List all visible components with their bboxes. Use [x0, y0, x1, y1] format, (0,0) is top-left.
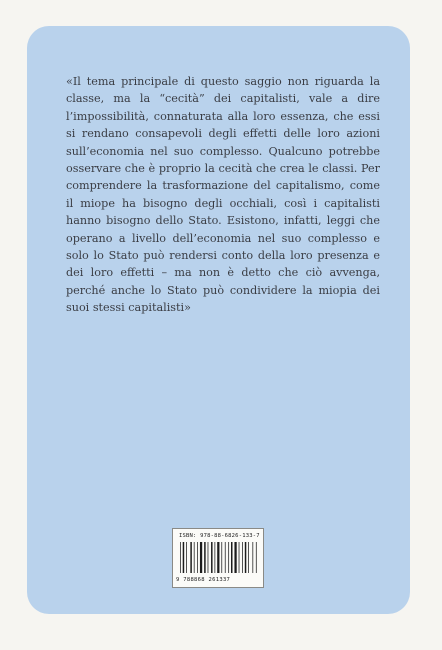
barcode-bar: [215, 542, 216, 573]
barcode-bar: [228, 542, 229, 573]
barcode-bar: [242, 542, 243, 573]
barcode-bar: [217, 542, 219, 573]
barcode-bar: [183, 542, 185, 573]
barcode-bar: [194, 542, 195, 573]
barcode-bar: [180, 542, 181, 573]
barcode-bar: [225, 542, 226, 573]
isbn-barcode: [172, 528, 264, 588]
barcode-digits: 9 788868 261337: [176, 577, 231, 583]
isbn-label: ISBN: 978-88-6826-133-7: [179, 533, 260, 539]
barcode-bar: [256, 542, 257, 573]
barcode-bar: [197, 542, 198, 573]
barcode-bar: [211, 542, 213, 573]
barcode-bar: [245, 542, 247, 573]
barcode-bar: [248, 542, 249, 573]
back-cover-quote: «Il tema principale di questo saggio non riguarda la classe, ma la “cecità” dei capitalisti, vale a dire l’impossibilità, connaturata alla loro essenza, che essi si rendano consapevoli degli effetti delle loro azioni sull’economia nel suo complesso. Qualcuno potrebbe osservare che è proprio la cecità che crea le classi. Per comprendere la trasformazione del capitalismo, come il miope ha bisogno degli occhiali, così i capitalisti hanno bisogno dello Stato. Esistono, infatti, leggi che operano a livello dell’economia nel suo complesso e solo lo Stato può rendersi conto della loro presenza e dei loro effetti – ma non è detto che ciò avvenga, perché anche lo Stato può condividere la miopia dei suoi stessi capitalisti»: [66, 75, 380, 315]
barcode-bar: [186, 542, 187, 573]
barcode-bar: [252, 542, 253, 573]
barcode-bar: [200, 542, 202, 573]
barcode-bar: [204, 542, 206, 573]
barcode-bar: [221, 542, 222, 573]
barcode-bar: [234, 542, 236, 573]
barcode-bar: [190, 542, 192, 573]
barcode-bar: [208, 542, 209, 573]
barcode-bar: [231, 542, 233, 573]
barcode-bar: [239, 542, 240, 573]
barcode-bars: [179, 542, 259, 573]
